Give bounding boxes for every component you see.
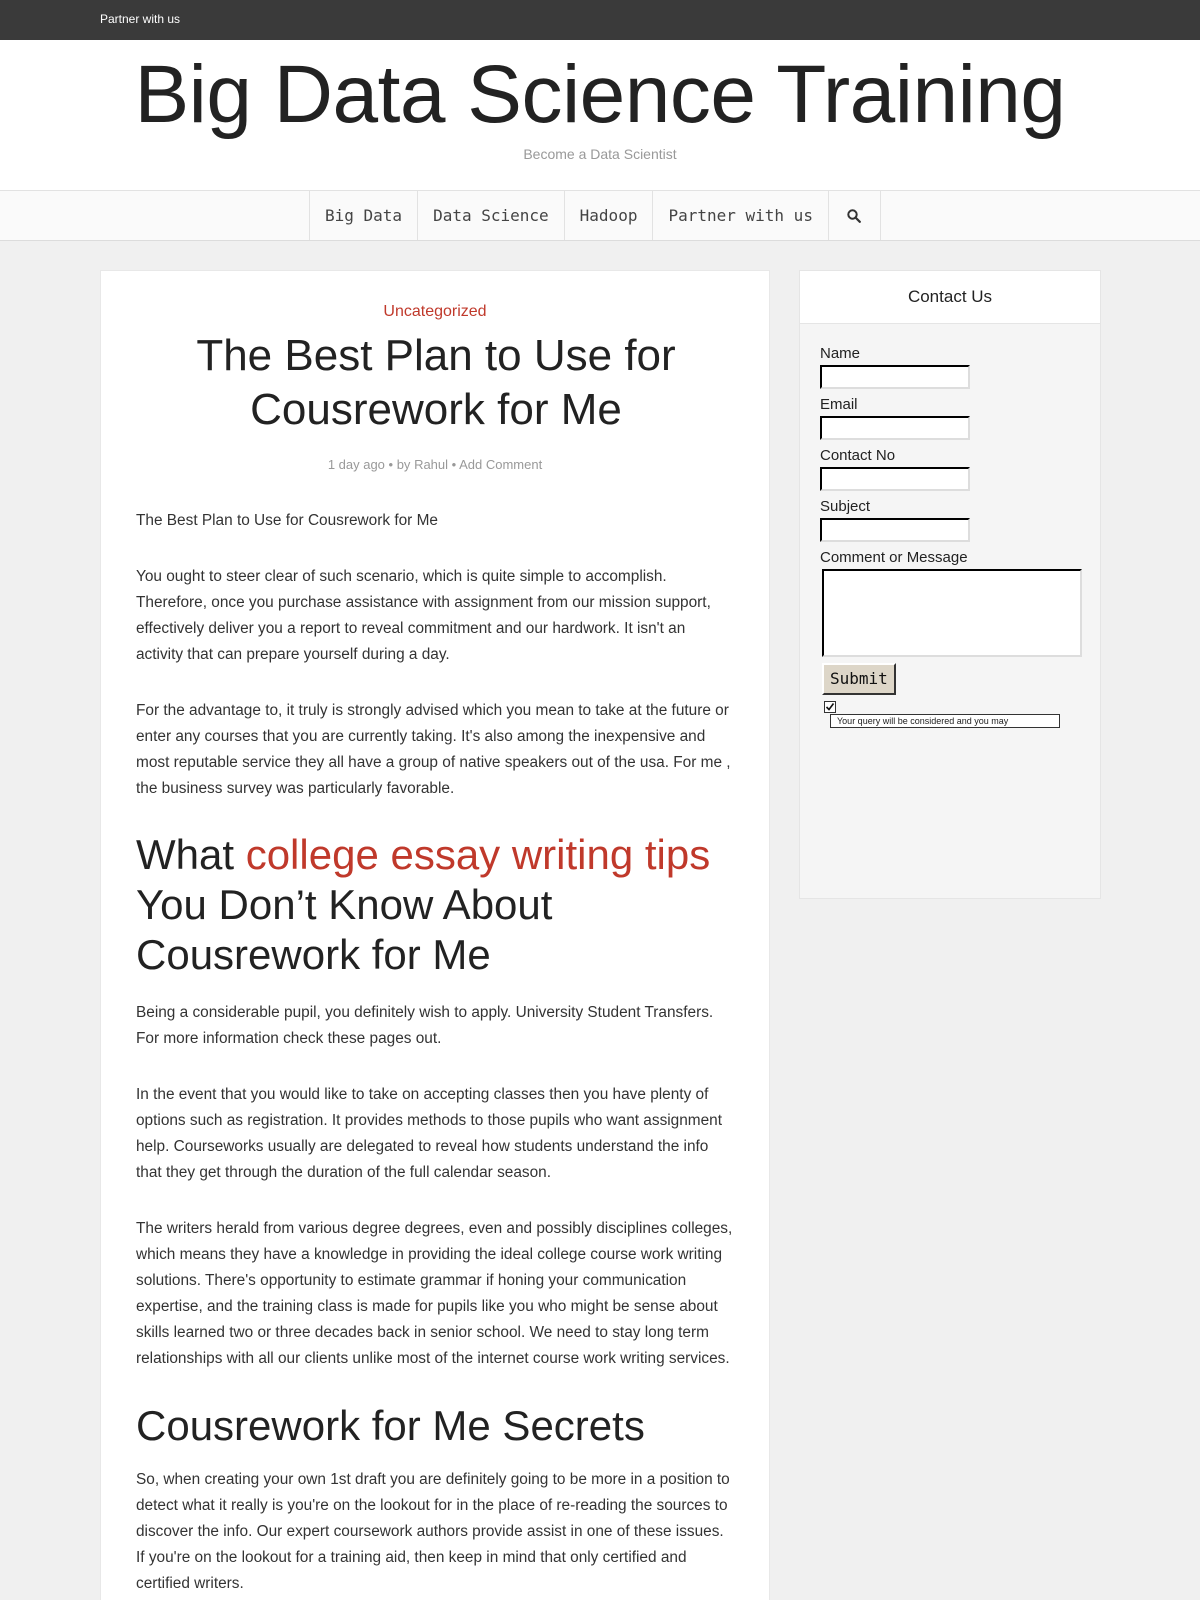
contact-form (800, 324, 1100, 728)
checkmark-icon (825, 702, 835, 712)
nav-item-data-science[interactable]: Data Science (418, 191, 565, 240)
search-icon (847, 209, 861, 223)
paragraph: In the event that you would like to take on accepting classes then you have plenty of options such as registration. It provides methods to those pupils who want assignment help. Courseworks usually are delegated to reveal how students understand the info that they get through the duration of the full calendar season. (136, 1086, 723, 1181)
heading-text: What (136, 831, 246, 878)
message-label: Comment or Message (820, 549, 968, 566)
paragraph: Being a considerable pupil, you definitely wish to apply. University Student Transfers. For more information check these pages out. (136, 1004, 714, 1047)
subject-label: Subject (820, 498, 871, 515)
email-field[interactable] (820, 416, 970, 440)
post-category[interactable]: Uncategorized (383, 303, 487, 320)
email-label: Email (820, 396, 858, 413)
add-comment-link[interactable]: Add Comment (459, 457, 543, 472)
college-essay-link[interactable]: college essay writing tips (245, 831, 711, 878)
submit-button[interactable]: Submit (822, 663, 896, 695)
contact-no-label: Contact No (820, 447, 896, 464)
post-meta: 1 day ago • by Rahul • Add Comment (327, 457, 543, 472)
post-author-link[interactable]: Rahul (414, 457, 449, 472)
site-header (0, 40, 1200, 190)
name-label: Name (820, 345, 861, 362)
site-tagline: Become a Data Scientist (523, 146, 677, 162)
site-title[interactable]: Big Data Science Training (134, 49, 1066, 140)
paragraph: The writers herald from various degree degrees, even and possibly disciplines colleges, which means they have a knowledge in providing the ideal college course work writing solutions. There's opportunity to estimate grammar if honing your communication expertise, and the training class is made for pupils like you who might be sense about skills learned two or three decades back in senior school. We need to stay long term relationships with all our clients unlike most of the internet course work writing services. (136, 1220, 733, 1367)
paragraph: For the advantage to, it truly is strongly advised which you mean to take at the future or enter any courses that you are currently taking. It's also among the inexpensive and most reputable service they all have a group of native speakers out of the usa. For me , the business survey was particularly favorable. (136, 702, 731, 797)
section-heading: Cousrework for Me Secrets (136, 1402, 645, 1449)
widget-title: Contact Us (800, 271, 1100, 324)
contact-no-field[interactable] (820, 467, 970, 491)
post-time: 1 day ago (327, 457, 385, 472)
main-nav (0, 190, 1200, 241)
nav-item-partner[interactable]: Partner with us (653, 191, 829, 240)
post-by: by (396, 457, 411, 472)
article-card (100, 270, 770, 1600)
paragraph: So, when creating your own 1st draft you are definitely going to be more in a position to detect what it really is you're on the lookout for in the place of re-reading the sources to discover the info. Our expert coursework authors provide assist in one of these issues. If you're on the lookout for a training aid, then keep in mind that only certified and certified writers. (136, 1471, 730, 1592)
consent-text-box: Your query will be considered and you may (830, 714, 1060, 728)
subject-field[interactable] (820, 518, 970, 542)
nav-item-hadoop[interactable]: Hadoop (565, 191, 654, 240)
top-bar-partner-link[interactable]: Partner with us (100, 12, 181, 26)
section-heading (136, 830, 736, 980)
message-field[interactable] (822, 569, 1082, 657)
nav-item-big-data[interactable]: Big Data (310, 191, 418, 240)
contact-widget (799, 270, 1101, 899)
name-field[interactable] (820, 365, 970, 389)
paragraph: You ought to steer clear of such scenario, which is quite simple to accomplish. Therefore, once you purchase assistance with assignment from our mission support, effectively deliver you a report to reveal commitment and our hardwork. It isn't an activity that can prepare yourself during a day. (136, 568, 711, 663)
post-body (136, 508, 736, 1600)
post-title: The Best Plan to Use for Cousrework for Me (196, 331, 676, 434)
nav-search-button[interactable] (829, 191, 881, 240)
consent-checkbox[interactable] (824, 701, 836, 713)
top-bar (0, 0, 1200, 40)
paragraph: The Best Plan to Use for Cousrework for Me (136, 512, 438, 529)
heading-text: You Don’t Know About Cousrework for Me (136, 881, 553, 978)
